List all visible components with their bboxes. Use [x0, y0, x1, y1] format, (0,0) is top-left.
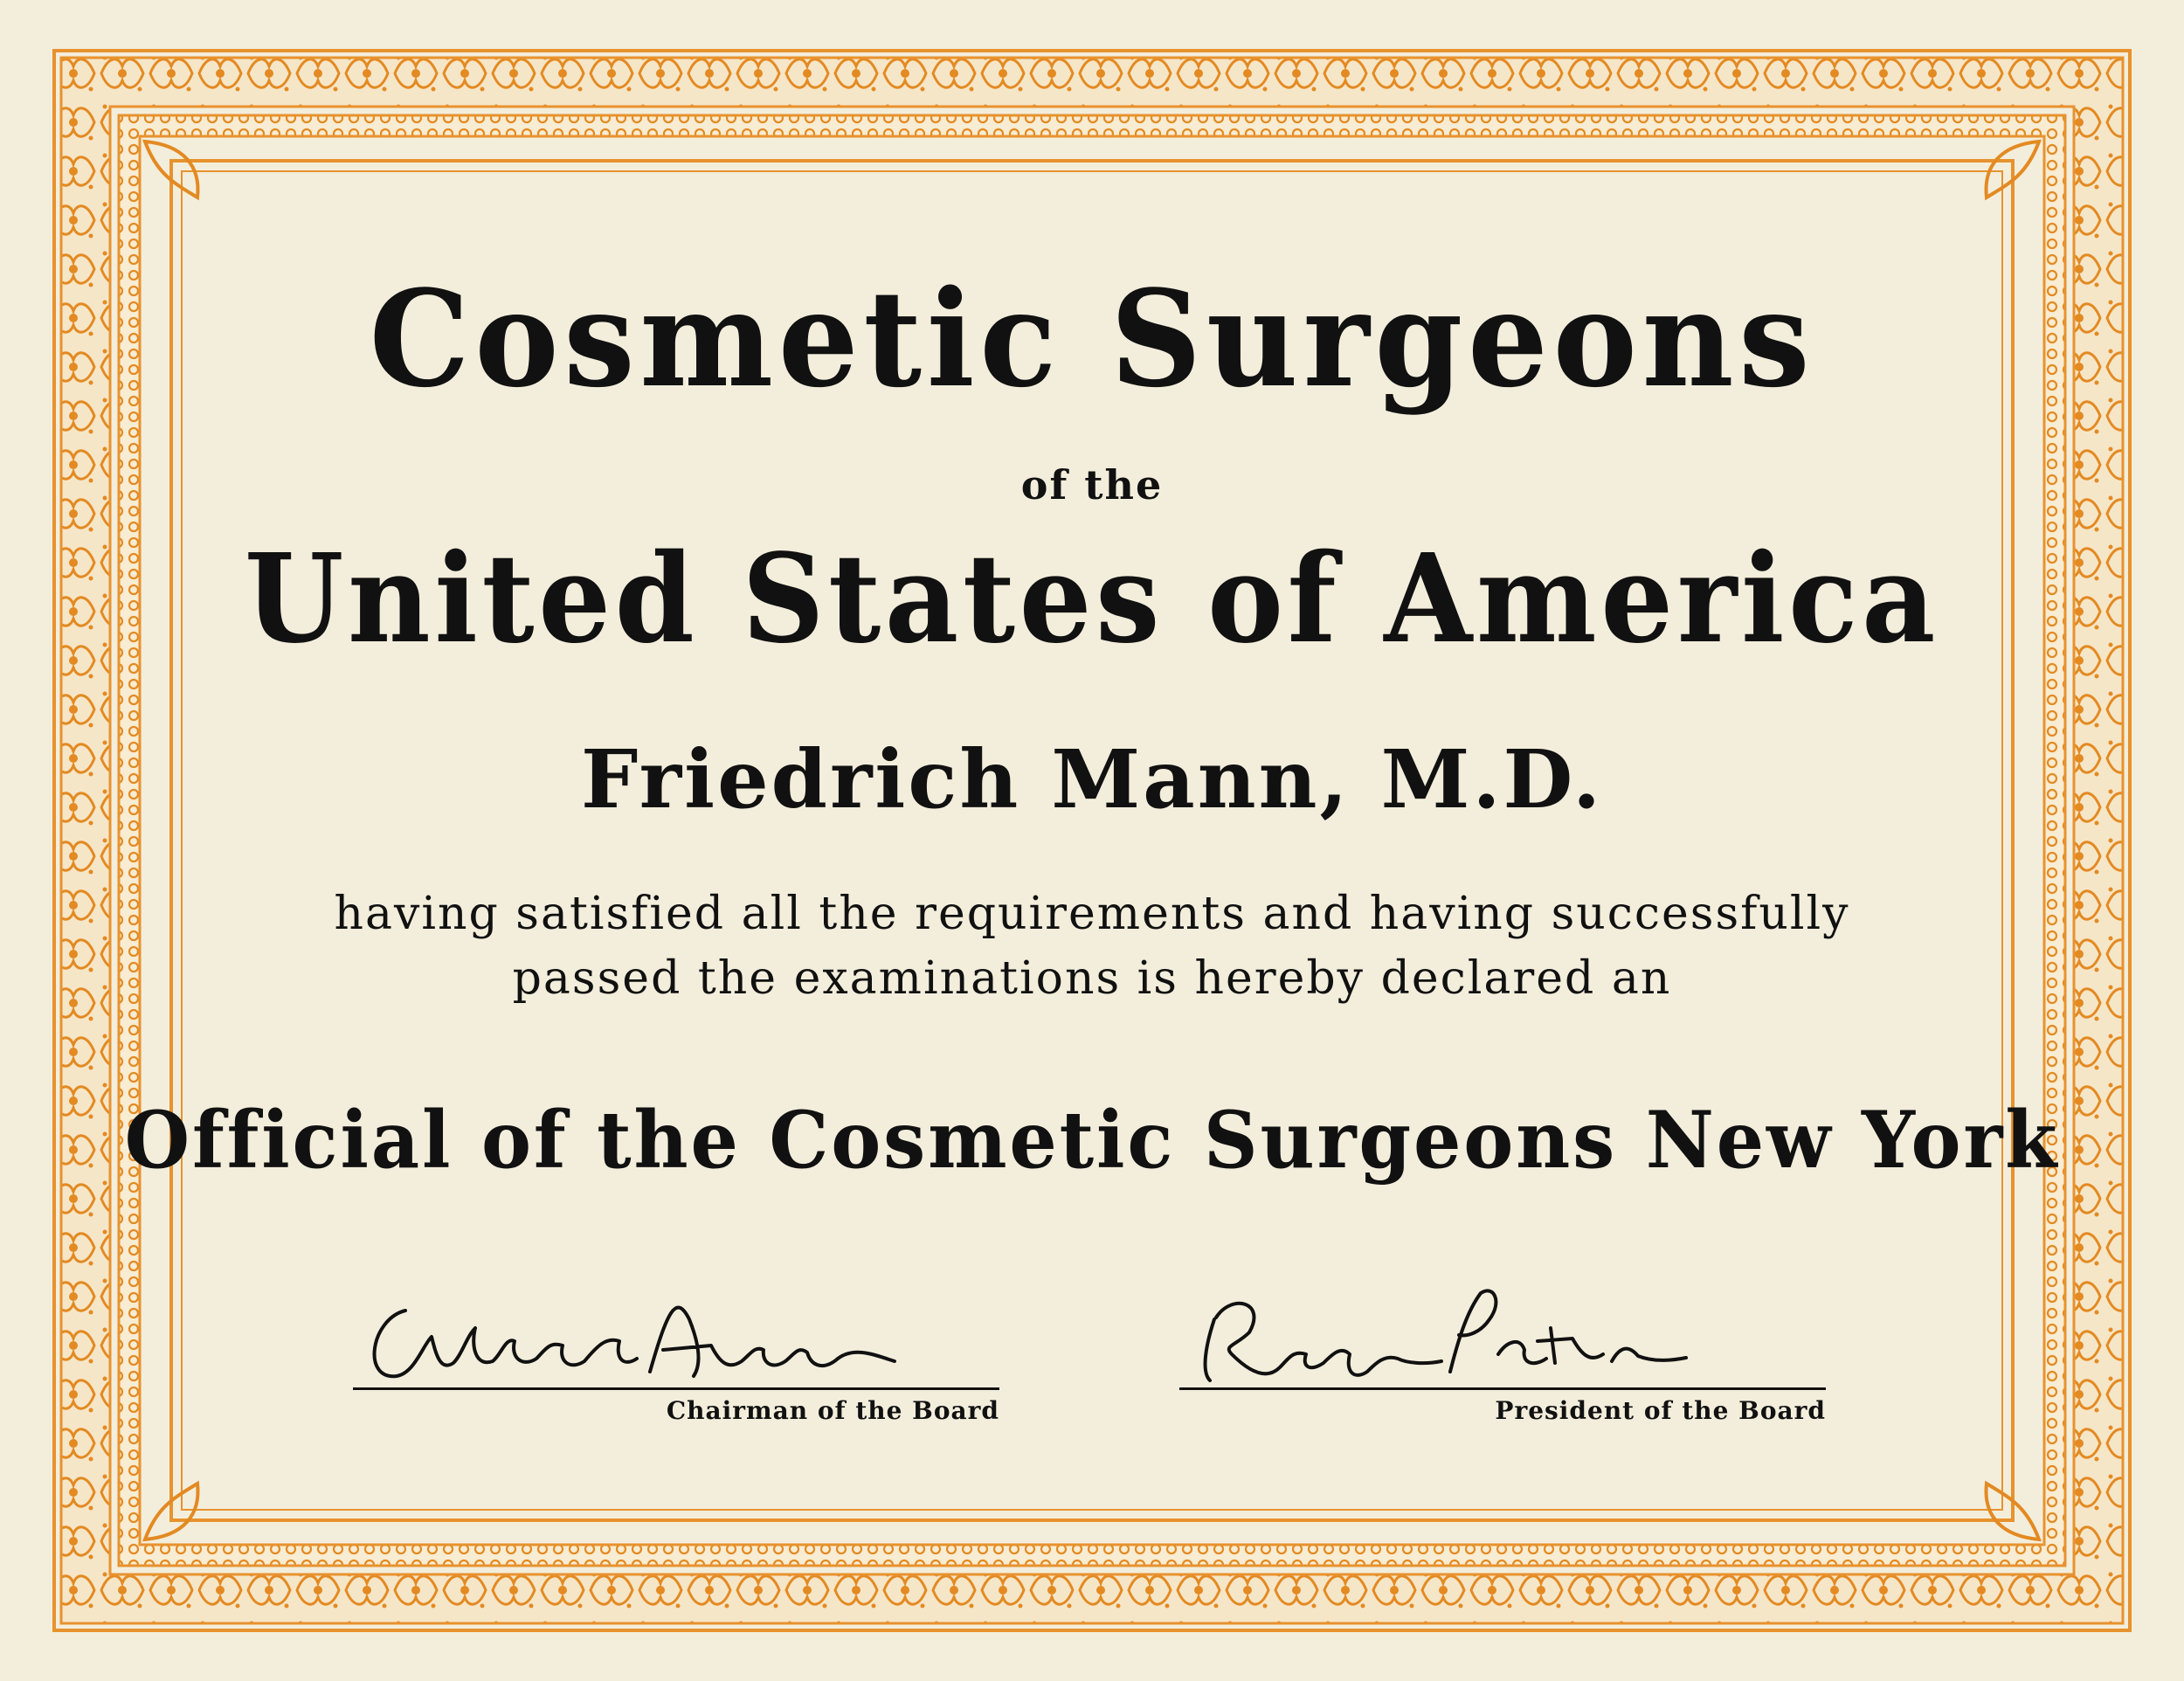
body-text-line-2: passed the examinations is hereby declared an — [512, 952, 1672, 1005]
signature-chairman — [353, 1258, 999, 1398]
signature-block-chairman — [353, 1258, 999, 1433]
certificate-subtitle: United States of America — [244, 528, 1940, 671]
signature-president — [1179, 1258, 1826, 1398]
signature-line-chairman — [353, 1387, 999, 1390]
recipient-name: Friedrich Mann, M.D. — [580, 732, 1604, 827]
certificate-title: Cosmetic Surgeons — [369, 260, 1815, 417]
signature-title-chairman: Chairman of the Board — [666, 1396, 999, 1425]
signature-title-president: President of the Board — [1495, 1396, 1826, 1425]
of-the-connector: of the — [1020, 461, 1164, 508]
body-text-line-1: having satisfied all the requirements and having successfully — [334, 888, 1850, 940]
designation-title: Official of the Cosmetic Surgeons New York — [124, 1094, 2060, 1186]
signature-block-president — [1179, 1258, 1826, 1433]
signature-line-president — [1179, 1387, 1826, 1390]
